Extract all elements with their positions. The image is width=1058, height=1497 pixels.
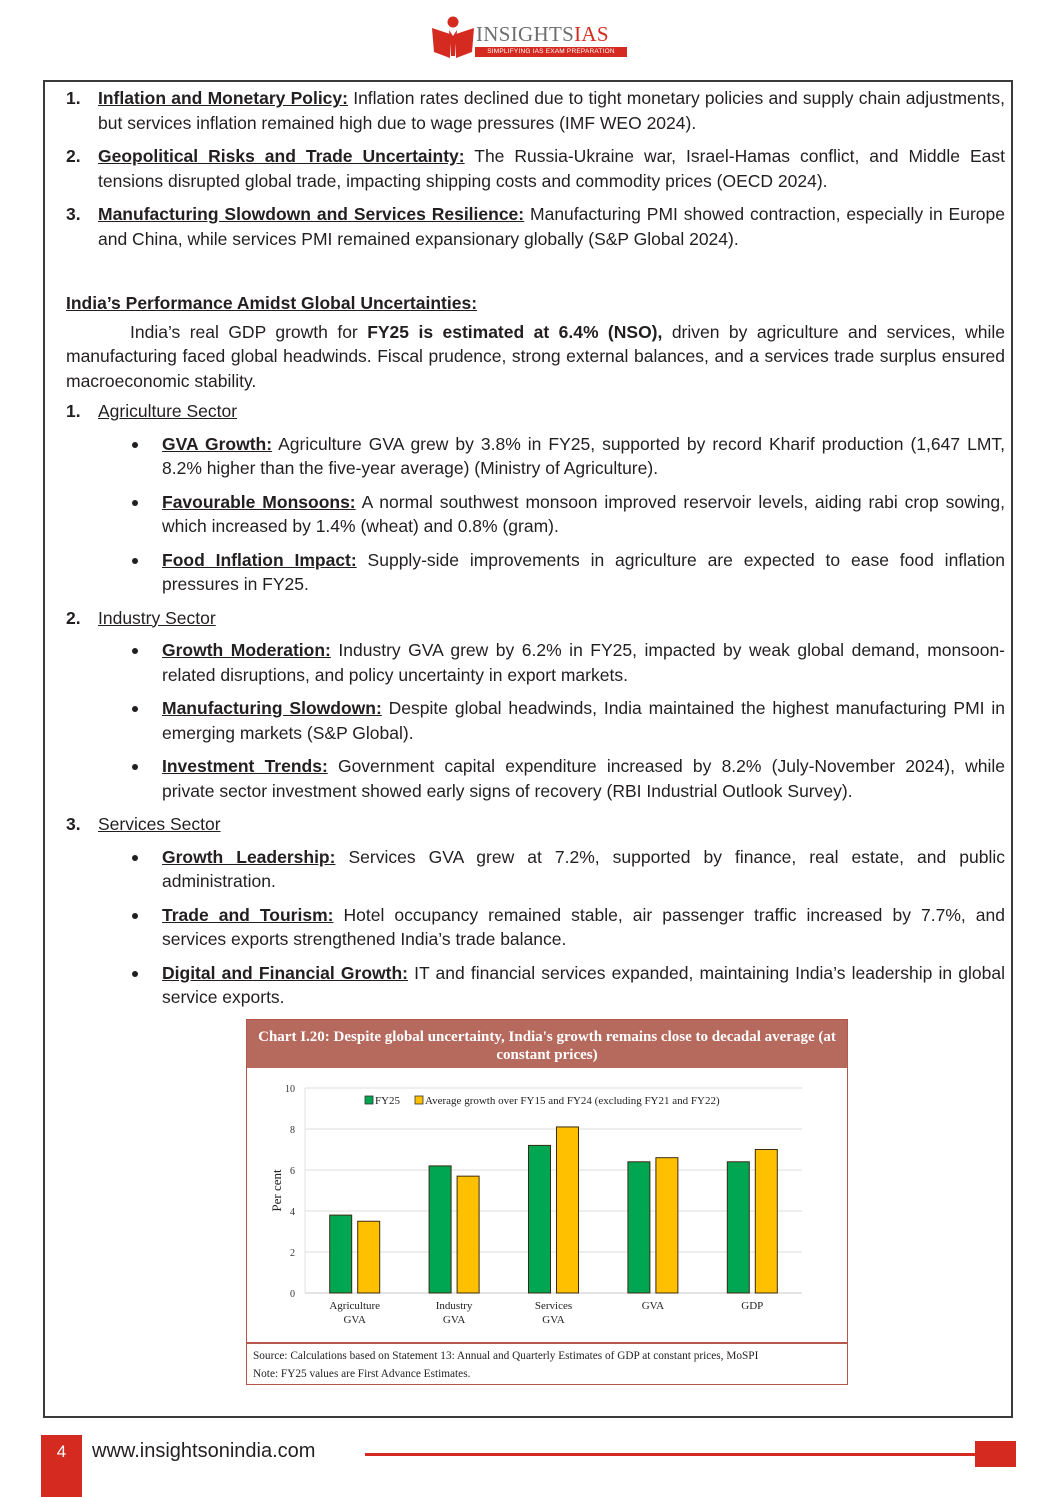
y-tick-label: 0 [290, 1289, 295, 1300]
bar-fy25 [529, 1145, 551, 1293]
sector-title [66, 606, 1005, 631]
bullet-label: Manufacturing Slowdown: [162, 698, 382, 718]
logo-brand-accent: IAS [574, 22, 609, 46]
sector-title-text: Industry Sector [98, 607, 216, 628]
bullet-icon [132, 913, 138, 919]
item-label: Inflation and Monetary Policy: [98, 88, 348, 108]
bar-average [755, 1150, 777, 1294]
bar-average [358, 1221, 380, 1293]
bullet-label: Digital and Financial Growth: [162, 962, 408, 983]
bullet-text: Hotel occupancy remained stable, air passenger traffic increased by 7.7%, and services exports strengthened India’s trade balance. [162, 904, 1005, 949]
legend-label: Average growth over FY15 and FY24 (excluding FY21 and FY22) [425, 1095, 720, 1107]
bullet-icon [132, 764, 138, 770]
bullet-label: Trade and Tourism: [162, 904, 334, 925]
footer-url[interactable]: www.insightsonindia.com [92, 1440, 316, 1462]
x-tick-label: Agriculture [329, 1300, 381, 1312]
bullet-text: Despite global headwinds, India maintained the highest manufacturing PMI in emerging markets (S&P Global). [162, 698, 1005, 743]
legend-swatch [365, 1096, 373, 1104]
x-tick-label: Services [534, 1300, 573, 1312]
chart-figure [246, 1019, 848, 1385]
sectors-list [66, 399, 1005, 1010]
item-label: Manufacturing Slowdown and Services Resilience: [98, 204, 525, 224]
item-text: Manufacturing PMI showed contraction, especially in Europe and China, while services PMI remained expansionary globally (S&P Global 2024). [98, 204, 1005, 249]
logo-wordmark [476, 22, 609, 47]
bullet-item [66, 490, 1005, 539]
bullet-item [66, 903, 1005, 952]
bullet-text: Industry GVA grew by 6.2% in FY25, impacted by weak global demand, monsoon-related disruptions, and policy uncertainty in export markets. [162, 640, 1006, 685]
bullet-text: A normal southwest monsoon improved reservoir levels, aiding rabi crop sowing, which increased by 1.4% (wheat) and 0.8% (gram). [162, 491, 1005, 536]
bullet-icon [132, 500, 138, 506]
bullet-icon [132, 442, 138, 448]
global-point-item [66, 202, 1005, 251]
y-tick-label: 8 [290, 1125, 295, 1136]
bullet-text: IT and financial services expanded, maintaining India’s leadership in global service exports. [162, 962, 1005, 1007]
page-content [66, 86, 1005, 1019]
bullet-icon [132, 648, 138, 654]
chart-source: Source: Calculations based on Statement 13: Annual and Quarterly Estimates of GDP at constant prices, MoSPI [253, 1350, 759, 1362]
sector-title [66, 399, 1005, 424]
x-tick-label: GVA [343, 1314, 366, 1326]
bar-fy25 [727, 1162, 749, 1293]
bullet-label: Food Inflation Impact: [162, 549, 357, 570]
y-tick-label: 6 [290, 1166, 295, 1177]
bullet-icon [132, 855, 138, 861]
bar-average [457, 1176, 479, 1293]
bullet-icon [132, 706, 138, 712]
x-tick-label: Industry [435, 1300, 473, 1312]
bullet-label: Growth Moderation: [162, 640, 331, 660]
section-heading: India’s Performance Amidst Global Uncertainties: [66, 293, 478, 313]
sector-number: 2. [66, 607, 81, 628]
y-axis-label: Per cent [269, 1169, 284, 1212]
bar-chart [247, 1070, 847, 1342]
x-tick-label: GDP [741, 1300, 764, 1312]
bar-average [557, 1127, 579, 1293]
footer-square [975, 1441, 1016, 1467]
sector-number: 1. [66, 401, 81, 421]
bullet-label: Favourable Monsoons: [162, 491, 356, 512]
legend-swatch [415, 1096, 423, 1104]
item-text: Inflation rates declined due to tight monetary policies and supply chain adjustments, but services inflation remained high due to wage pressures (IMF WEO 2024). [98, 88, 1005, 133]
bullet-text: Supply-side improvements in agriculture are expected to ease food inflation pressures in FY25. [162, 549, 1005, 594]
sector-title-text: Services Sector [98, 814, 221, 834]
global-points-list [66, 86, 1005, 251]
bullet-text: Government capital expenditure increased by 8.2% (July-November 2024), while private sector investment showed early signs of recovery (RBI Industrial Outlook Survey). [162, 756, 1005, 801]
x-tick-label: GVA [442, 1314, 466, 1326]
sector-title-text: Agriculture Sector [98, 401, 238, 421]
book-person-icon [430, 14, 476, 60]
intro-paragraph [66, 320, 1005, 394]
item-number: 2. [66, 146, 81, 166]
bullet-item [66, 961, 1005, 1010]
sector-number: 3. [66, 814, 81, 834]
intro-text-rest: driven by agriculture and services, while manufacturing faced global headwinds. Fiscal prudence, strong external balances, and a services trade surplus ensured macroeconomic stability. [66, 321, 1005, 391]
bar-fy25 [429, 1166, 451, 1293]
bullet-text: Agriculture GVA grew by 3.8% in FY25, supported by record Kharif production (1,647 LMT, 8.2% higher than the five-year average) (Ministry of Agriculture). [162, 433, 1006, 478]
item-number: 3. [66, 204, 81, 224]
logo-brand: INSIGHTS [476, 22, 575, 46]
y-tick-label: 10 [285, 1084, 295, 1095]
bullet-label: GVA Growth: [162, 433, 273, 454]
chart-title: Chart I.20: Despite global uncertainty, India's growth remains close to decadal average (at constant prices) [247, 1020, 847, 1068]
sector-title [66, 812, 1005, 837]
bullet-item [66, 754, 1005, 803]
bullet-item [66, 548, 1005, 597]
item-label: Geopolitical Risks and Trade Uncertainty: [98, 146, 465, 166]
y-tick-label: 4 [290, 1207, 295, 1218]
bullet-item [66, 696, 1005, 745]
item-text: The Russia-Ukraine war, Israel-Hamas conflict, and Middle East tensions disrupted global trade, impacting shipping costs and commodity prices (OECD 2024). [98, 146, 1005, 191]
chart-footnote [247, 1342, 847, 1386]
bullet-icon [132, 558, 138, 564]
bullet-icon [132, 971, 138, 977]
x-tick-label: GVA [542, 1314, 565, 1326]
bullet-text: Services GVA grew at 7.2%, supported by finance, real estate, and public administration. [162, 846, 1005, 891]
page-number: 4 [56, 1442, 67, 1461]
intro-bold: FY25 is estimated at 6.4% (NSO), [367, 321, 663, 342]
chart-note: Note: FY25 values are First Advance Estimates. [253, 1368, 471, 1380]
bullet-label: Investment Trends: [162, 756, 328, 776]
logo-tagline: SIMPLIFYING IAS EXAM PREPARATION [475, 47, 627, 57]
bar-fy25 [628, 1162, 650, 1293]
item-number: 1. [66, 88, 81, 108]
x-tick-label: GVA [641, 1300, 665, 1312]
bullet-label: Growth Leadership: [162, 846, 336, 867]
global-point-item [66, 144, 1005, 193]
bar-fy25 [330, 1215, 352, 1293]
footer-rule [365, 1453, 977, 1456]
bullet-item [66, 638, 1005, 687]
bar-average [656, 1158, 678, 1293]
legend-label: FY25 [375, 1095, 401, 1107]
y-tick-label: 2 [290, 1248, 295, 1259]
bullet-item [66, 845, 1005, 894]
intro-text: India’s real GDP growth for [130, 321, 368, 342]
global-point-item [66, 86, 1005, 135]
bullet-item [66, 432, 1005, 481]
